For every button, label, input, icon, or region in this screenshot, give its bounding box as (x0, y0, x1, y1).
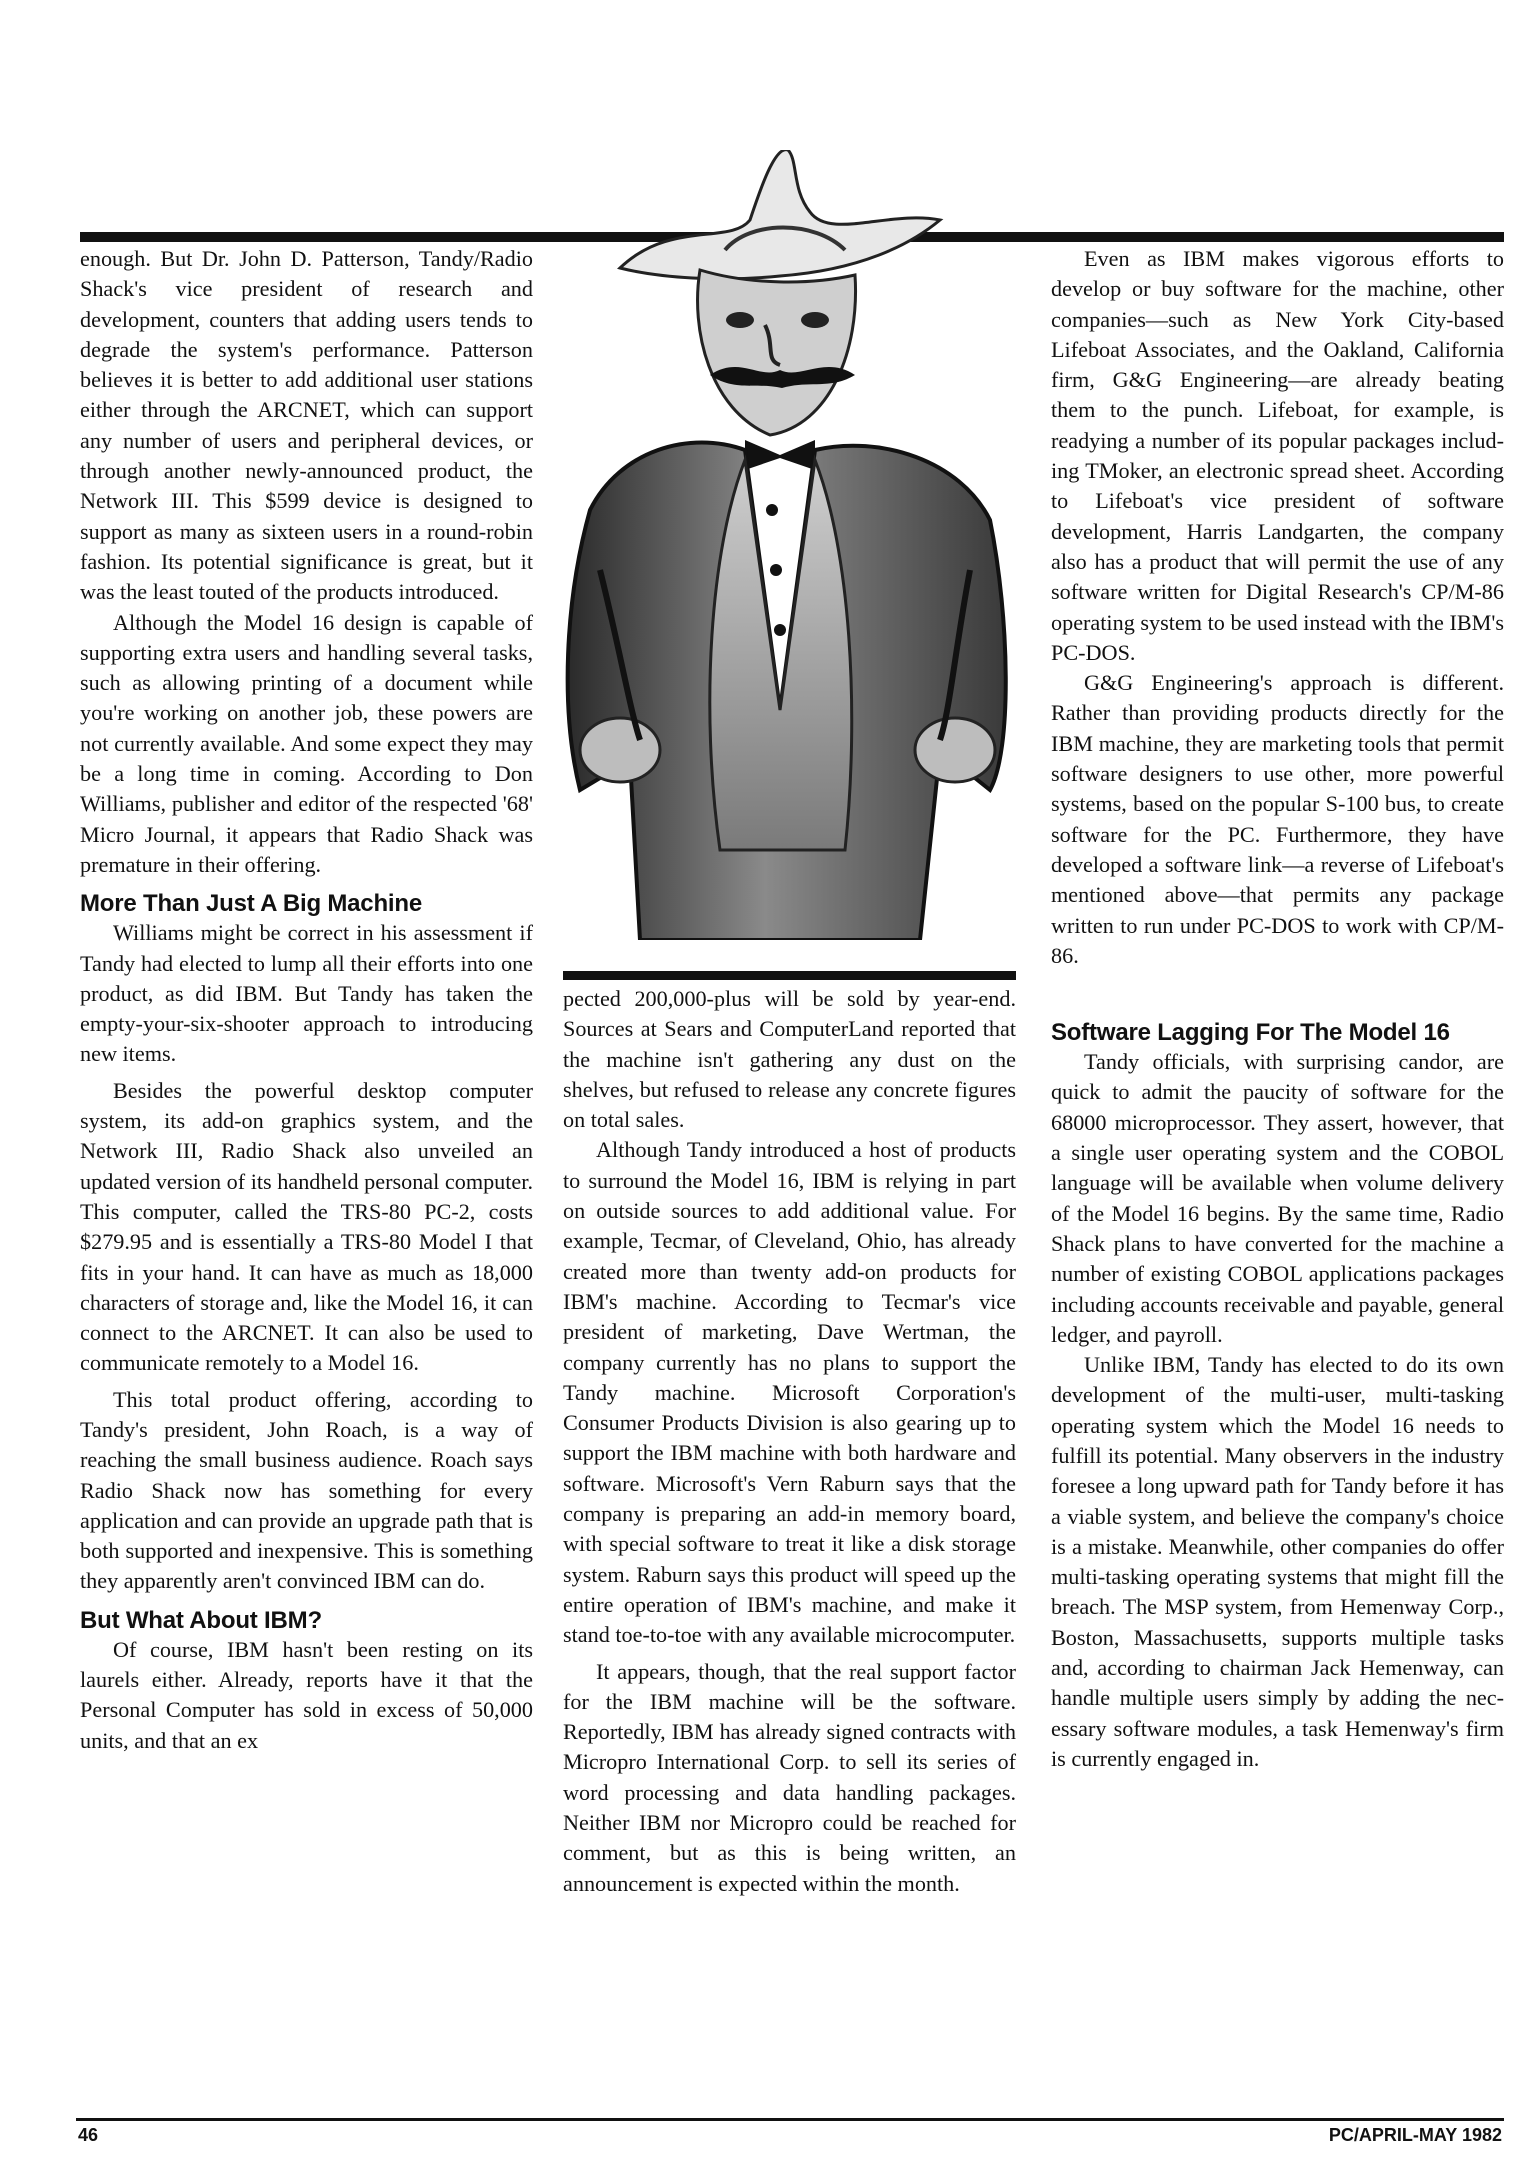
article-column-middle (563, 984, 1016, 1899)
paragraph: Williams might be correct in his assessment if Tandy had elected to lump all their efforts into one product, as did IBM. But Tandy has taken the empty-your-six-shooter approach to introducing new items. (80, 920, 533, 1067)
paragraph: Besides the powerful desktop computer system, its add-on graphics system, and the Network III, Radio Shack also unveiled an updated version of its handheld personal computer. This computer, called the TRS-80 PC-2, costs $279.95 and is essentially a TRS-80 Model I that fits in your hand. It can have as much as 18,000 characters of storage and, like the Model 16, it can connect to the ARCNET. It can also be used to communicate remotely to a Model 16. (80, 1077, 533, 1376)
section-heading: More Than Just A Big Machine (80, 890, 422, 918)
paragraph: Although Tandy introduced a host of products to surround the Model 16, IBM is relying in part on outside sources to add additional value. For example, Tecmar, of Cleveland, Ohio, has already created more than twenty add-on products for IBM's machine. According to Tecmar's vice president of marketing, Dave Wertman, the company currently has no plans to support the Tandy machine. Microsoft Corporation's Consumer Products Division is also gearing up to support the IBM machine with both hardware and software. Microsoft's Vern Raburn says that the company is preparing an add-in memory board, with special software to treat it like a disk storage system. Raburn says this product will speed up the entire operation of IBM's machine, and make it stand toe-to-toe with any available microcomputer. (563, 1137, 1016, 1648)
illustration-rule (563, 971, 1016, 980)
paragraph: Even as IBM makes vigorous efforts to develop or buy software for the machine, other companies—such as New York City-based Lifeboat Associates, and the Oakland, California firm, G&G Engineering—are already beating them to the punch. Lifeboat, for example, is readying a number of its popular packages including TMoker, an electronic spread sheet. According to Lifeboat's vice president of software development, Harris Landgarten, the company also has a product that will permit the use of any software written for Digital Research's CP/M-86 operating system to be used instead with the IBM's PC-DOS. (1051, 246, 1504, 665)
paragraph: It appears, though, that the real support factor for the IBM machine will be the software. Reportedly, IBM has already signed contracts with Micropro International Corp. to sell its series of word processing and data handling packages. Neither IBM nor Micropro could be reached for comment, but as this is being written, an announcement is expected within the month. (563, 1658, 1016, 1896)
issue-line: PC/APRIL-MAY 1982 (1328, 2125, 1502, 2145)
paragraph: Tandy officials, with surprising candor, are quick to admit the paucity of software for the 68000 microprocessor. They assert, however, that a single user operating system and the COBOL language will be available when volume delivery of the Model 16 begins. By the same time, Radio Shack plans to have converted for the machine a number of existing COBOL applications packages including accounts receivable and payable, general ledger, and payroll. (1051, 1049, 1504, 1347)
paragraph: Of course, IBM hasn't been resting on its laurels either. Already, reports have it that the Personal Computer has sold in excess of 50,000 units, and that an ex (80, 1636, 533, 1753)
section-heading: Software Lagging For The Model 16 (1051, 1019, 1450, 1047)
footer-rule (76, 2118, 1504, 2121)
cowboy-illustration (560, 150, 1018, 940)
paragraph: enough. But Dr. John D. Patterson, Tandy/Radio Shack's vice president of research and development, counters that adding users tends to degrade the system's performance. Patterson believes it is better to add additional user stations either through the ARCNET, which can support any number of users and peripheral devices, or through another newly-announced product, the Network III. This $599 device is designed to support as many as sixteen users in a round-robin fashion. Its potential significance is great, but it was the least touted of the products introduced. (80, 246, 533, 605)
article-column-left (80, 244, 533, 1756)
cowboy-figure-image (560, 150, 1018, 940)
paragraph: pected 200,000-plus will be sold by year-end. Sources at Sears and ComputerLand reported that the machine isn't gathering any dust on the shelves, but refused to release any concrete figures on total sales. (563, 986, 1016, 1133)
paragraph: G&G Engineering's approach is different. Rather than providing products directly for the IBM machine, they are marketing tools that permit software designers to use other, more powerful systems, based on the popular S-100 bus, to create software for the PC. Furthermore, they have developed a software link—a reverse of Lifeboat's mentioned above—that permits any package written to run under PC-DOS to work with CP/M-86. (1051, 670, 1504, 968)
section-heading: But What About IBM? (80, 1606, 322, 1634)
paragraph: This total product offering, according to Tandy's president, John Roach, is a way of reaching the small business audience. Roach says Radio Shack now has something for every application and can provide an upgrade path that is both supported and inexpensive. This is something they apparently aren't convinced IBM can do. (80, 1386, 533, 1594)
paragraph: Although the Model 16 design is capable of supporting extra users and handling several tasks, such as allowing printing of a document while you're working on another job, these powers are not currently available. And some expect they may be a long time in coming. According to Don Williams, publisher and editor of the respected '68' Micro Journal, it appears that Radio Shack was premature in their offering. (80, 609, 533, 877)
article-column-right (1051, 244, 1504, 1774)
paragraph: Unlike IBM, Tandy has elected to do its own development of the multi-user, multi-tasking operating system which the Model 16 needs to fulfill its potential. Many observers in the industry foresee a long upward path for Tandy before it has a viable system, and believe the company's choice is a mistake. Meanwhile, other companies do offer multi-tasking operating systems that might fill the breach. The MSP system, from Hemenway Corp., Boston, Massachusetts, supports multiple tasks and, according to chairman Jack Hemenway, can handle multiple users simply by adding the necessary software modules, a task Hemenway's firm is currently engaged in. (1051, 1352, 1504, 1771)
page-number: 46 (78, 2125, 99, 2145)
